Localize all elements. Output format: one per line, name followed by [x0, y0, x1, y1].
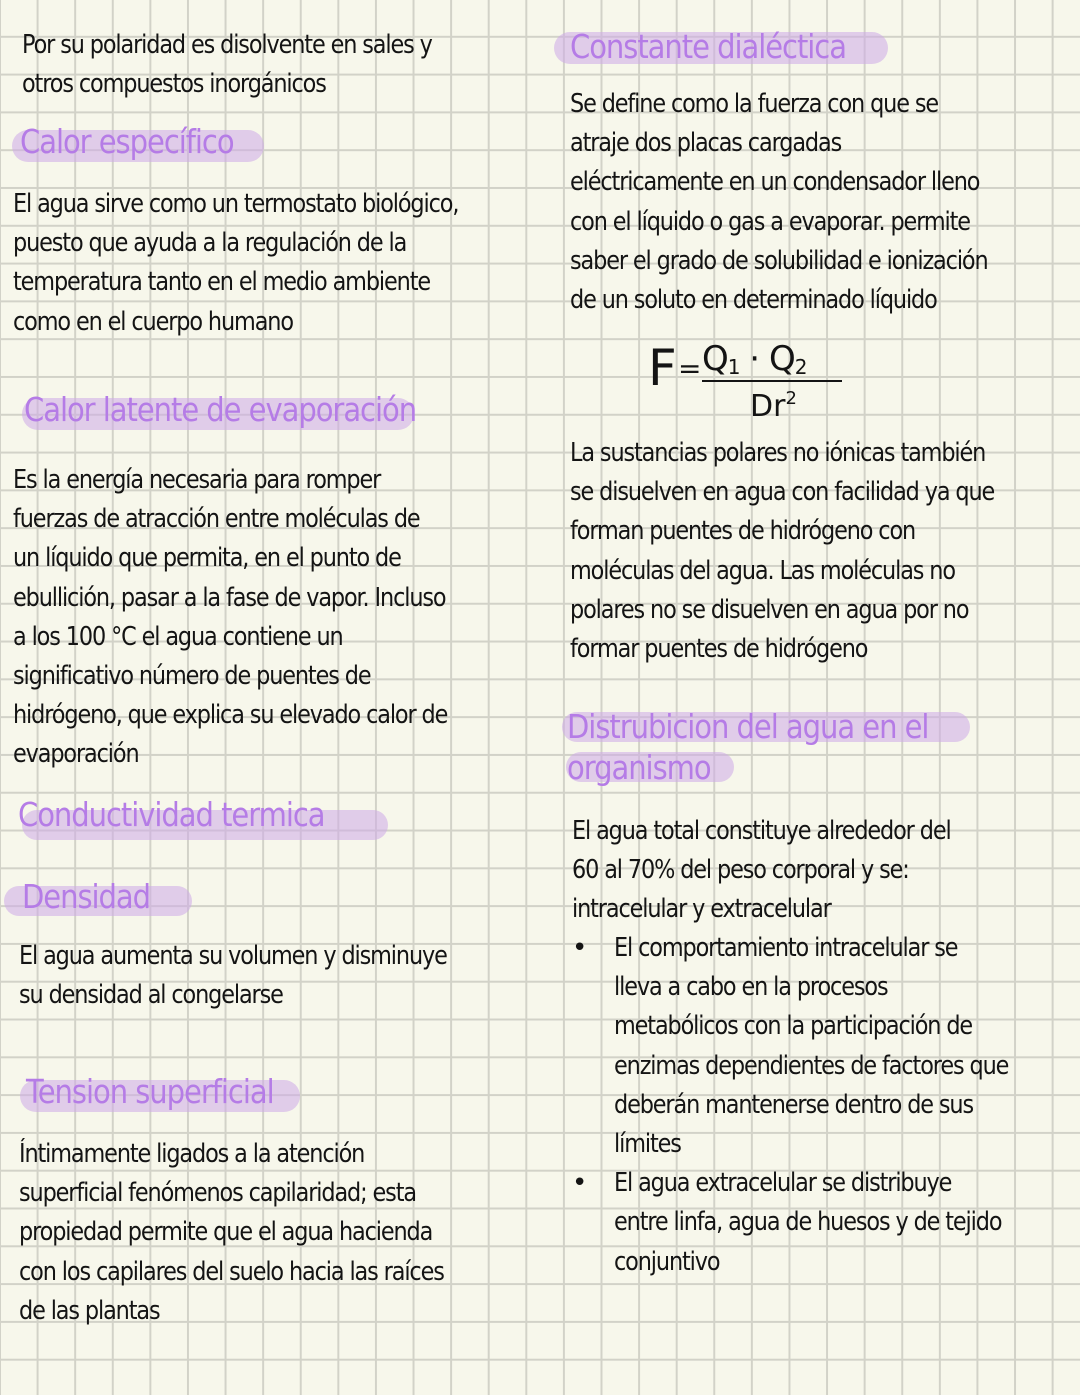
text-line: a los 100 °C el agua contiene un [13, 621, 343, 652]
text-line: otros compuestos inorgánicos [22, 69, 326, 100]
distribucion-bullet-list [572, 929, 1072, 1282]
text-line: temperatura tanto en el medio ambiente [13, 267, 430, 298]
text-line: 60 al 70% del peso corporal y se: [572, 855, 909, 886]
text-line: como en el cuerpo humano [13, 306, 293, 337]
heading-calor-latente: Calor latente de evaporación [24, 390, 417, 429]
bullet-icon: • [572, 1168, 587, 1199]
text-line: Es la energía necesaria para romper [13, 465, 381, 495]
polares-paragraph [570, 434, 994, 669]
text-line: de un soluto en determinado líquido [570, 285, 937, 316]
heading-distribucion-line1: Distrubicion del agua en el [567, 707, 929, 746]
text-line: saber el grado de solubilidad e ionización [570, 245, 988, 276]
list-item-extracelular [572, 1164, 1072, 1282]
formula-q2-subscript: 2 [794, 355, 807, 379]
heading-constante-dialectica: Constante dialéctica [570, 27, 846, 66]
list-item-intracelular [572, 929, 1072, 1164]
text-line: propiedad permite que el agua hacienda [19, 1217, 433, 1248]
text-line: puesto que ayuda a la regulación de la [13, 228, 407, 259]
formula-dot: · [739, 339, 769, 379]
text-line: ebullición, pasar a la fase de vapor. Incluso [13, 582, 446, 613]
text-line: conjuntivo [614, 1246, 720, 1277]
constante-paragraph [570, 85, 988, 320]
formula-q2: Q [768, 339, 795, 379]
text-line: enzimas dependientes de factores que [614, 1050, 1009, 1081]
text-line: con los capilares del suelo hacia las raíces [19, 1256, 444, 1287]
text-line: El agua sirve como un termostato biológico, [13, 189, 459, 219]
heading-densidad: Densidad [22, 877, 151, 916]
text-line: eléctricamente en un condensador lleno [570, 167, 980, 198]
densidad-paragraph [19, 937, 447, 1015]
tension-paragraph [19, 1135, 444, 1331]
text-line: Se define como la fuerza con que se [570, 89, 938, 119]
text-line: moléculas del agua. Las moléculas no [570, 555, 955, 586]
text-line: forman puentes de hidrógeno con [570, 516, 916, 547]
text-line: El agua total constituye alrededor del [572, 816, 951, 846]
text-line: intracelular y extracelular [572, 894, 831, 925]
text-line: formar puentes de hidrógeno [570, 634, 868, 665]
text-line: un líquido que permita, en el punto de [13, 543, 401, 574]
text-line: metabólicos con la participación de [614, 1011, 973, 1042]
text-line: atraje dos placas cargadas [570, 128, 842, 159]
text-line: se disuelven en agua con facilidad ya que [570, 477, 995, 508]
heading-conductividad-termica: Conductividad termica [18, 795, 325, 834]
text-line: La sustancias polares no iónicas también [570, 438, 986, 468]
calor-especifico-paragraph [13, 185, 458, 342]
text-line: de las plantas [19, 1295, 160, 1326]
text-line: deberán mantenerse dentro de sus [614, 1089, 974, 1120]
bullet-icon: • [572, 933, 587, 963]
text-line: evaporación [13, 739, 139, 770]
text-line: El agua aumenta su volumen y disminuye [19, 941, 447, 971]
formula-q1-subscript: 1 [727, 355, 740, 379]
heading-calor-especifico: Calor específico [20, 122, 234, 161]
formula-equals: = [678, 352, 702, 385]
formula-exponent: 2 [785, 388, 797, 409]
heading-tension-superficial: Tension superficial [26, 1072, 274, 1111]
formula-force: F [648, 339, 677, 397]
text-line: superficial fenómenos capilaridad; esta [19, 1178, 416, 1209]
formula-denominator [750, 382, 797, 424]
text-line: significativo número de puentes de [13, 661, 371, 692]
text-line: Por su polaridad es disolvente en sales y [22, 30, 432, 60]
calor-latente-paragraph [13, 461, 447, 775]
text-line: su densidad al congelarse [19, 980, 283, 1011]
text-line: El comportamiento intracelular se [614, 933, 958, 963]
text-line: lleva a cabo en la procesos [614, 972, 888, 1003]
heading-distribucion-line2: organismo [567, 748, 711, 787]
formula-q1: Q [702, 339, 728, 379]
text-line: Íntimamente ligados a la atención [19, 1139, 365, 1169]
text-line: límites [614, 1129, 681, 1160]
text-line: polares no se disuelven en agua por no [570, 594, 969, 625]
text-line: El agua extracelular se distribuye [614, 1168, 952, 1199]
text-line: hidrógeno, que explica su elevado calor de [13, 700, 448, 731]
distribucion-paragraph [572, 812, 951, 930]
text-line: con el líquido o gas a evaporar. permite [570, 206, 970, 237]
intro-paragraph [22, 26, 432, 104]
coulomb-formula [640, 338, 860, 424]
text-line: entre linfa, agua de huesos y de tejido [614, 1207, 1002, 1238]
formula-dr: Dr [750, 389, 786, 424]
text-line: fuerzas de atracción entre moléculas de [13, 504, 420, 535]
